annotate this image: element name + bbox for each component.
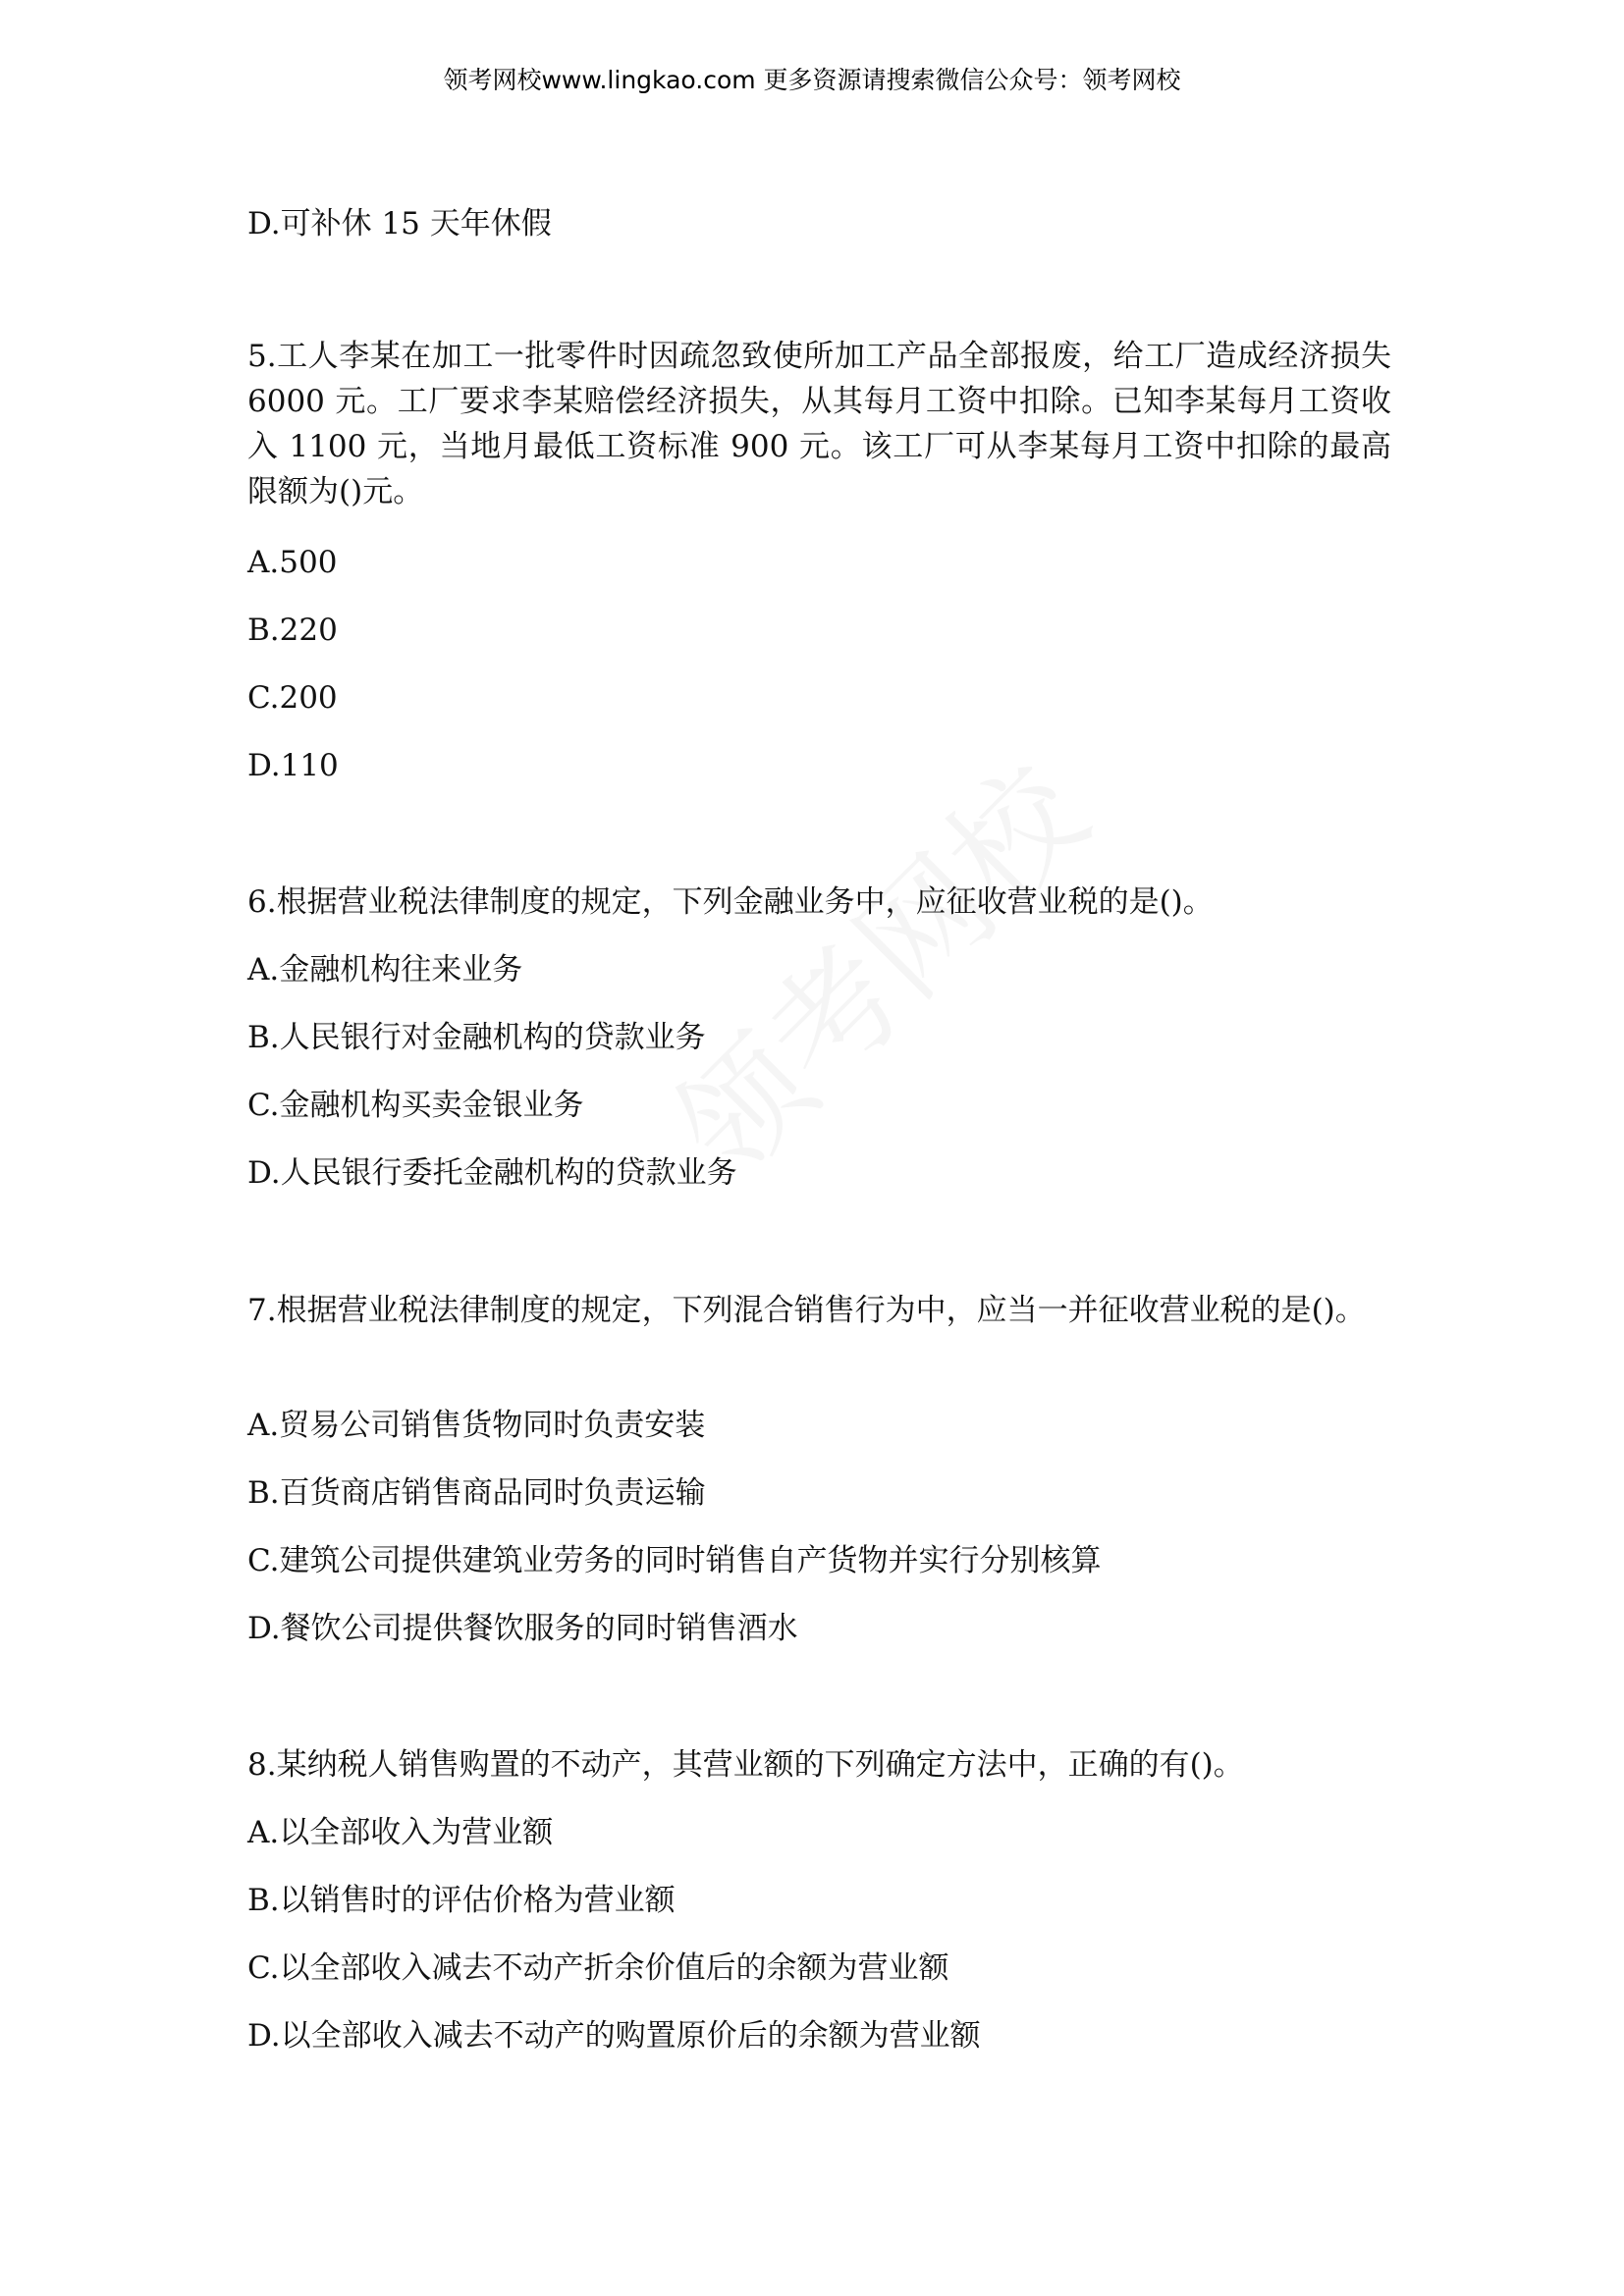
question-5-stem: 5.工人李某在加工一批零件时因疏忽致使所加工产品全部报废，给工厂造成经济损失 6000 元。工厂要求李某赔偿经济损失，从其每月工资中扣除。已知李某每月工资收入 1100 元，当地月最低工资标准 900 元。该工厂可从李某每月工资中扣除的最高限额为()元。 [247,339,1391,509]
q6-option-b: B.人民银行对金融机构的贷款业务 [247,1020,706,1055]
question-7-stem: 7.根据营业税法律制度的规定，下列混合销售行为中，应当一并征收营业税的是()。 [247,1293,1366,1328]
q6-option-d: D.人民银行委托金融机构的贷款业务 [247,1155,737,1191]
q7-option-c: C.建筑公司提供建筑业劳务的同时销售自产货物并实行分别核算 [247,1543,1102,1578]
q6-option-a: A.金融机构往来业务 [247,952,523,988]
prev-option-d: D.可补休 15 天年休假 [247,206,552,241]
watermark [628,719,1119,1209]
q5-option-a: A.500 [247,545,338,580]
q8-option-d: D.以全部收入减去不动产的购置原价后的余额为营业额 [247,2018,981,2054]
q5-option-b: B.220 [247,613,338,648]
q6-option-c: C.金融机构买卖金银业务 [247,1088,584,1123]
q8-option-c: C.以全部收入减去不动产折余价值后的余额为营业额 [247,1950,949,1986]
page-header: 领考网校www.lingkao.com 更多资源请搜索微信公众号：领考网校 [443,66,1181,94]
question-6-stem: 6.根据营业税法律制度的规定，下列金融业务中，应征收营业税的是()。 [247,884,1214,920]
q7-option-a: A.贸易公司销售货物同时负责安装 [247,1408,706,1443]
q5-option-c: C.200 [247,680,338,716]
question-8-stem: 8.某纳税人销售购置的不动产，其营业额的下列确定方法中，正确的有()。 [247,1747,1244,1783]
q5-option-d: D.110 [247,748,339,783]
q8-option-a: A.以全部收入为营业额 [247,1815,554,1850]
q7-option-d: D.餐饮公司提供餐饮服务的同时销售酒水 [247,1611,798,1646]
q8-option-b: B.以销售时的评估价格为营业额 [247,1883,676,1918]
q7-option-b: B.百货商店销售商品同时负责运输 [247,1475,706,1511]
